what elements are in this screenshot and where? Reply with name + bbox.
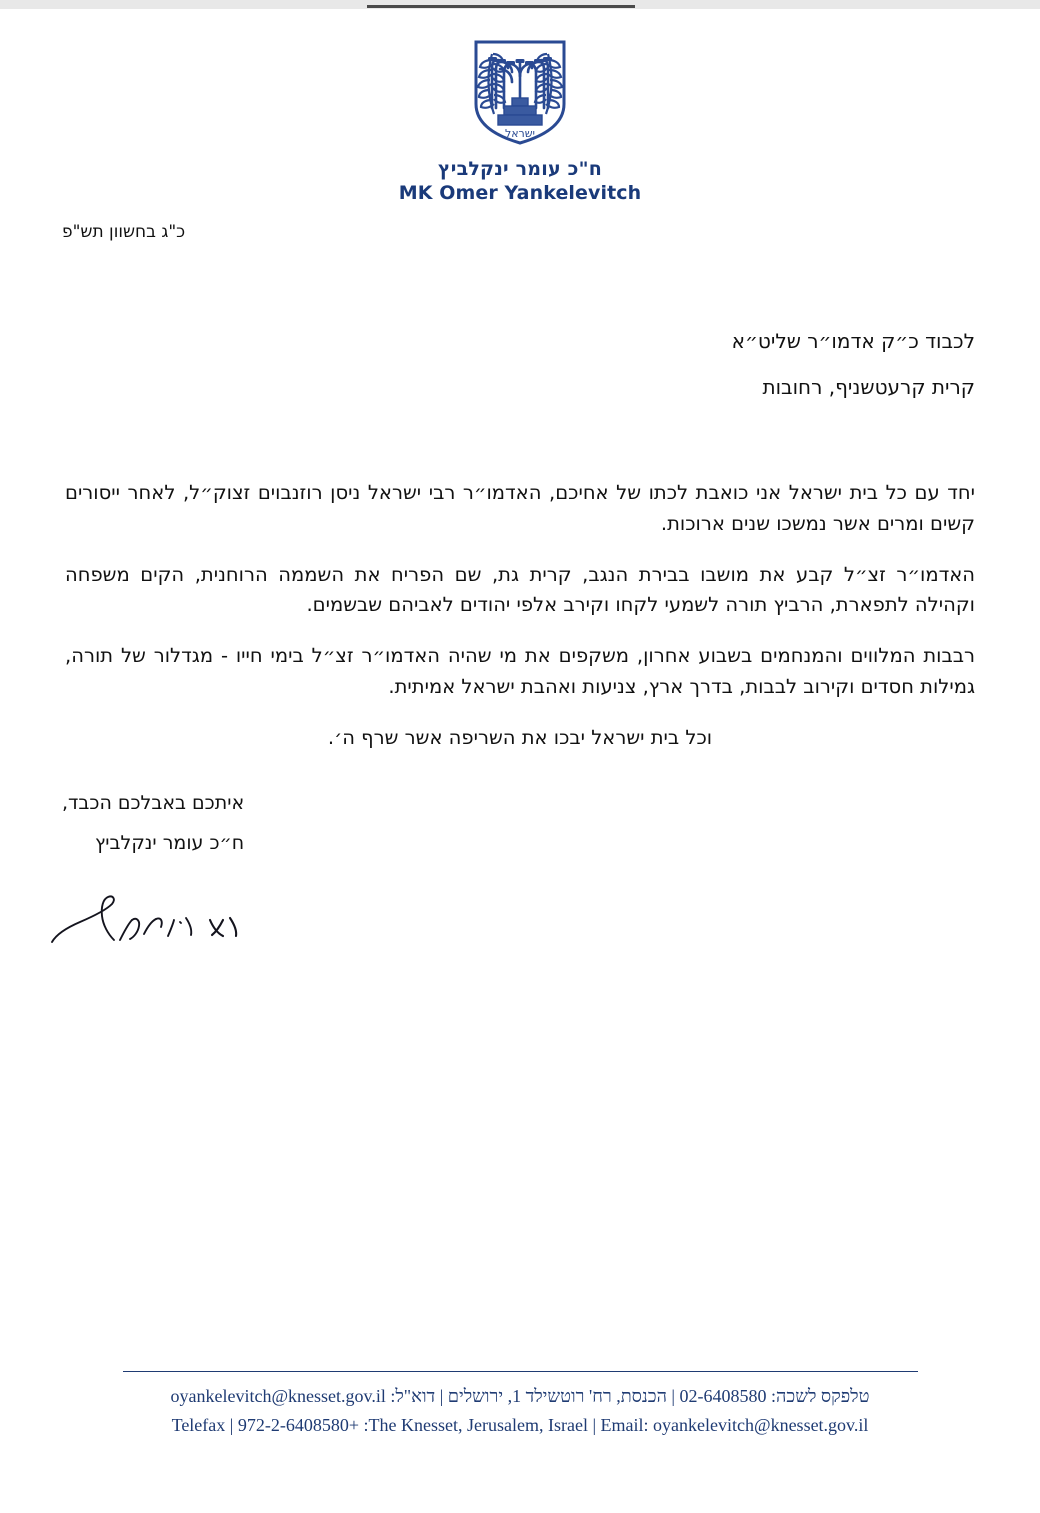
addressee-line-1: לכבוד כ״ק אדמו״ר שליט״א: [731, 329, 975, 353]
handwritten-signature: [40, 890, 250, 952]
addressee-block: [375, 318, 975, 410]
letter-date: כ"ג בחשוון תש"פ: [62, 222, 186, 242]
israel-state-emblem-icon: [468, 38, 572, 146]
letter-footer: [0, 1371, 1040, 1441]
page-top-strip: [0, 0, 1040, 9]
addressee-line-2: קרית קרעטשניף, רחובות: [762, 375, 975, 399]
letterhead: [0, 38, 1040, 206]
signoff-line-2: ח״כ עומר ינקלביץ: [95, 831, 245, 854]
body-paragraph-2: האדמו״ר זצ״ל קבע את מושבו בבירת הנגב, קרית גת, שם הפריח את השממה הרוחנית, הקים משפחה וקהילה לתפארת, הרביץ תורה לשמעי לקחו וקירב אלפי יהודים לאביהם שבשמים.: [65, 562, 975, 617]
emblem-caption: ישראל: [504, 127, 536, 140]
body-paragraph-3: רבבות המלווים והמנחמים בשבוע אחרון, משקפים את מי שהיה האדמו״ר זצ״ל בימי חייו - מגדלור של תורה, גמילות חסדים וקירוב לבבות, בדרך ארץ, צניעות ואהבת ישראל אמיתית.: [65, 644, 975, 698]
letter-body: [65, 478, 975, 754]
letterhead-name-hebrew: ח"כ עומר ינקלביץ: [438, 158, 602, 180]
signoff-block: [62, 784, 244, 864]
footer-contact-hebrew: טלפקס לשכה: 02-6408580 | הכנסת, רח' רוטשילד 1, ירושלים | דוא"ל: oyankelevitch@knesset.gov.il: [170, 1385, 870, 1406]
letterhead-name-english: MK Omer Yankelevitch: [398, 181, 642, 204]
body-closing-line: וכל בית ישראל יבכו את השריפה אשר שרף ה׳.: [327, 725, 713, 749]
signoff-line-1: איתכם באבלכם הכבד,: [62, 792, 245, 814]
body-paragraph-1: יחד עם כל בית ישראל אני כואבת לכתו של אחיכם, האדמו״ר רבי ישראל ניסן רוזנבוים זצוק״ל, לאחר ייסורים קשים ומרים אשר נמשכו שנים ארוכות.: [65, 481, 975, 535]
footer-contact-english: Telefax | 972-2-6408580+ :The Knesset, Jerusalem, Israel | Email: oyankelevitch@knesset.gov.il: [171, 1415, 869, 1436]
footer-divider: [123, 1371, 918, 1372]
page-top-rule: [367, 5, 635, 8]
